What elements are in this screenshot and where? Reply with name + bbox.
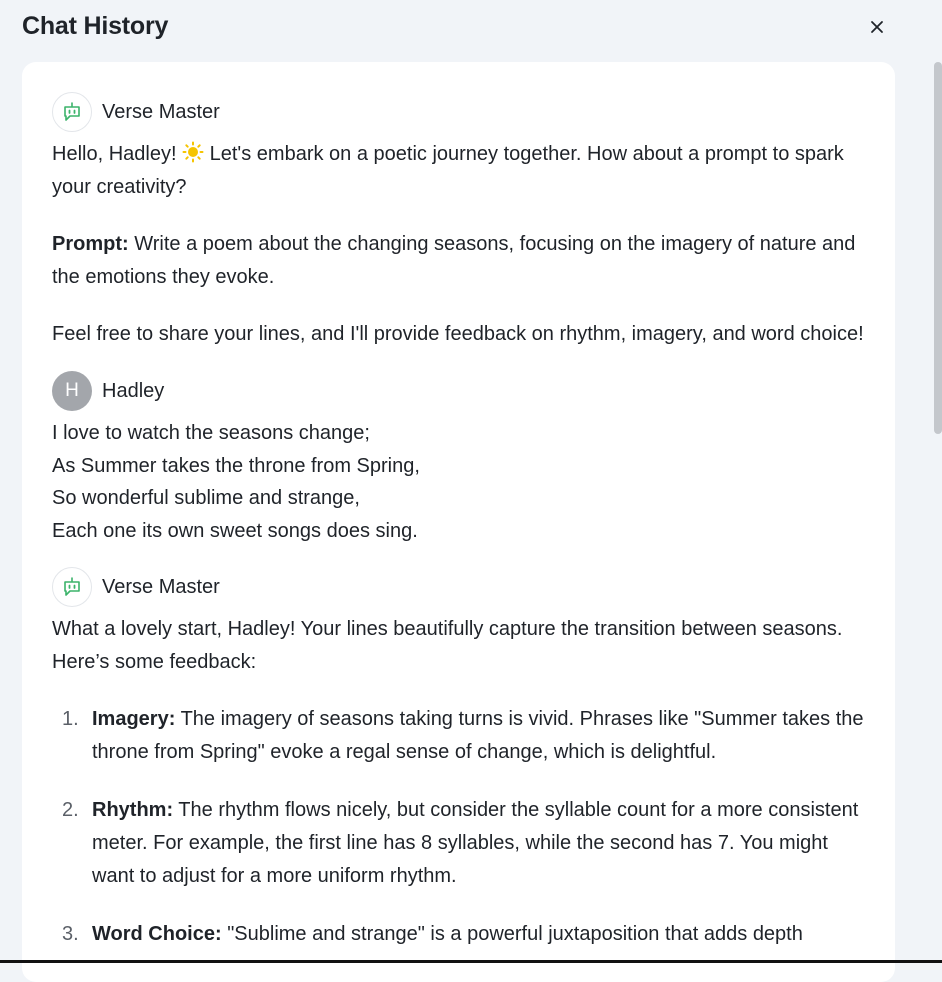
bot-icon — [61, 101, 83, 123]
message-header — [52, 371, 872, 411]
bot-icon — [61, 576, 83, 598]
poem-line: So wonderful sublime and strange, — [52, 487, 360, 509]
feedback-list — [52, 703, 872, 951]
sender-name: Verse Master — [102, 100, 220, 123]
message-bot — [52, 92, 872, 351]
sun-emoji-icon — [182, 141, 204, 163]
item-text: The rhythm flows nicely, but consider the syllable count for a more consistent meter. For example, the first line has 8 syllables, while the second has 7. You might want to adjust for a more uniform rhythm. — [92, 799, 859, 887]
chat-history-panel[interactable] — [22, 62, 895, 982]
list-number: 3. — [62, 923, 79, 945]
sender-name: Verse Master — [102, 575, 220, 598]
close-icon[interactable] — [866, 16, 888, 38]
prompt-label: Prompt: — [52, 233, 129, 255]
message-text: Let's embark on a poetic journey together. How about a prompt to spark your creativity? — [52, 143, 844, 198]
scrollbar-thumb[interactable] — [934, 62, 942, 434]
item-text: The imagery of seasons taking turns is vivid. Phrases like "Summer takes the throne from Spring" evoke a regal sense of change, which is delightful. — [92, 708, 864, 763]
avatar — [52, 92, 92, 132]
message-header — [52, 92, 872, 132]
item-label: Imagery: — [92, 708, 176, 730]
header — [0, 0, 942, 56]
poem-line: As Summer takes the throne from Spring, — [52, 454, 420, 477]
message-paragraph: What a lovely start, Hadley! Your lines beautifully capture the transition between seasons. Here’s some feedback: — [52, 618, 843, 673]
avatar — [52, 567, 92, 607]
message-header — [52, 567, 872, 607]
item-label: Word Choice: — [92, 923, 222, 945]
poem-line: Each one its own sweet songs does sing. — [52, 519, 418, 542]
message-text: Write a poem about the changing seasons, focusing on the imagery of nature and the emotions they evoke. — [52, 233, 856, 288]
item-text: "Sublime and strange" is a powerful juxtaposition that adds depth — [221, 923, 803, 945]
page-title: Chat History — [22, 12, 169, 40]
message-bot — [52, 567, 872, 951]
avatar: H — [52, 371, 92, 411]
list-item — [52, 794, 872, 893]
list-item — [52, 918, 872, 951]
message-user — [52, 371, 872, 547]
list-item — [52, 703, 872, 769]
poem-line: I love to watch the seasons change; — [52, 422, 370, 444]
poem — [52, 417, 872, 547]
close-button[interactable] — [866, 16, 888, 38]
list-number: 1. — [62, 708, 79, 730]
chat-content — [52, 92, 872, 951]
message-paragraph — [52, 138, 872, 204]
message-paragraph: Feel free to share your lines, and I'll provide feedback on rhythm, imagery, and word choice! — [52, 323, 864, 345]
sender-name: Hadley — [102, 379, 165, 402]
message-paragraph — [52, 228, 872, 294]
item-label: Rhythm: — [92, 799, 174, 821]
list-number: 2. — [62, 799, 79, 821]
message-text: Hello, Hadley! — [52, 143, 183, 165]
